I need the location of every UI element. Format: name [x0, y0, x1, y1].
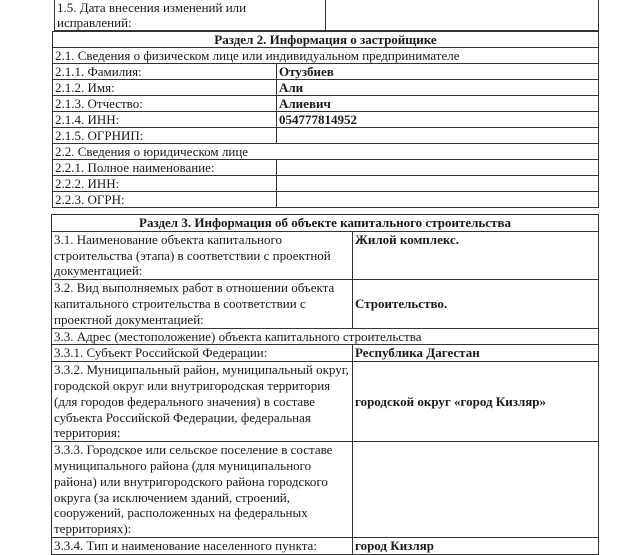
table-row — [53, 192, 599, 208]
row-label: 3.1. Наименование объекта капитального строительства (этапа) в соответствии с проектной документацией: — [52, 231, 353, 279]
row-label: 3.3.4. Тип и наименование населенного пункта: — [52, 537, 353, 554]
row-value: 054777814952 — [277, 112, 599, 128]
row-label: 2.2.3. ОГРН: — [53, 192, 277, 208]
section1-table — [54, 0, 599, 31]
row-value — [326, 0, 599, 31]
row-label: 2.1.4. ИНН: — [53, 112, 277, 128]
row-value: Жилой комплекс. — [353, 231, 599, 279]
row-label: 2.2.2. ИНН: — [53, 176, 277, 192]
row-label: 2.1.5. ОГРНИП: — [53, 128, 277, 144]
section3-table — [51, 214, 599, 555]
row-value — [277, 176, 599, 192]
row-label: 3.2. Вид выполняемых работ в отношении объекта капитального строительства в соответствии с проектной документацией: — [52, 280, 353, 328]
table-row — [53, 80, 599, 96]
row-label: 3.3.2. Муниципальный район, муниципальный округ, городской округ или внутригородская территория (для городов федерального значения) в составе субъекта Российской Федерации, федеральная территория: — [52, 362, 353, 442]
subsection-2-1: 2.1. Сведения о физическом лице или индивидуальном предпринимателе — [53, 48, 599, 64]
table-row — [52, 345, 599, 362]
row-label: 2.1.3. Отчество: — [53, 96, 277, 112]
row-value: Строительство. — [353, 280, 599, 328]
table-row — [53, 176, 599, 192]
row-value: Али — [277, 80, 599, 96]
row-label: 2.2.1. Полное наименование: — [53, 160, 277, 176]
table-row — [52, 537, 599, 554]
section2-table — [52, 31, 599, 208]
table-row — [53, 128, 599, 144]
subsection-2-2: 2.2. Сведения о юридическом лице — [53, 144, 599, 160]
table-row — [53, 64, 599, 80]
row-value — [277, 128, 599, 144]
section2-title: Раздел 2. Информация о застройщике — [53, 32, 599, 48]
row-label: 3.3.3. Городское или сельское поселение в составе муниципального района (для муниципального района) или внутригородского района городского округа (за исключением зданий, строений, сооружений, расположенных на федеральных территориях): — [52, 442, 353, 538]
table-row — [55, 0, 599, 31]
subsection-3-3: 3.3. Адрес (местоположение) объекта капитального строительства — [52, 328, 599, 345]
row-value — [353, 442, 599, 538]
row-value: Республика Дагестан — [353, 345, 599, 362]
row-value — [277, 160, 599, 176]
row-label: 2.1.2. Имя: — [53, 80, 277, 96]
table-row — [52, 280, 599, 328]
table-row — [53, 96, 599, 112]
table-row — [53, 160, 599, 176]
row-value: город Кизляр — [353, 537, 599, 554]
row-value — [277, 192, 599, 208]
table-row — [53, 112, 599, 128]
row-value: Отузбиев — [277, 64, 599, 80]
row-label: 1.5. Дата внесения изменений или исправлений: — [55, 0, 326, 31]
row-value: Алиевич — [277, 96, 599, 112]
row-label: 2.1.1. Фамилия: — [53, 64, 277, 80]
table-row — [52, 231, 599, 279]
table-row — [52, 442, 599, 538]
table-row — [52, 362, 599, 442]
row-label: 3.3.1. Субъект Российской Федерации: — [52, 345, 353, 362]
row-value: городской округ «город Кизляр» — [353, 362, 599, 442]
section3-title: Раздел 3. Информация об объекте капитального строительства — [52, 215, 599, 232]
